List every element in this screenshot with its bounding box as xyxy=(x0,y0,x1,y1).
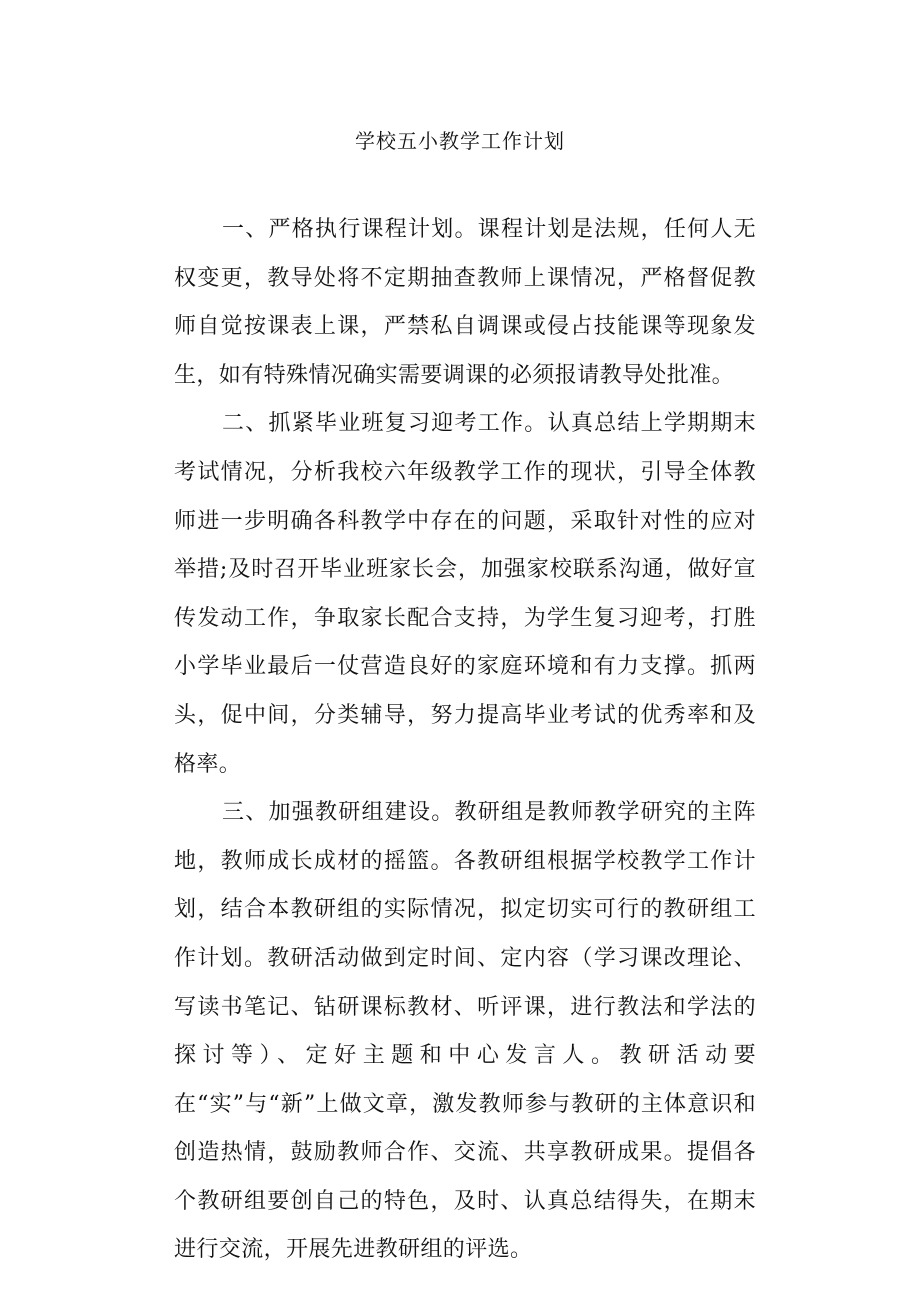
document-body xyxy=(174,206,756,1275)
paragraph-teaching-research: 三、加强教研组建设。教研组是教师教学研究的主阵地，教师成长成材的摇篮。各教研组根据学校教学工作计划，结合本教研组的实际情况，拟定切实可行的教研组工作计划。教研活动做到定时间、定内容（学习课改理论、写读书笔记、钻研课标教材、听评课，进行教法和学法的探讨等）、定好主题和中心发言人。教研活动要在“实”与“新”上做文章，激发教师参与教研的主体意识和创造热情，鼓励教师合作、交流、共享教研成果。提倡各个教研组要创自己的特色，及时、认真总结得失，在期末进行交流，开展先进教研组的评选。 xyxy=(174,800,756,1263)
paragraph-graduation-review: 二、抓紧毕业班复习迎考工作。认真总结上学期期末考试情况，分析我校六年级教学工作的现状，引导全体教师进一步明确各科教学中存在的问题，采取针对性的应对举措;及时召开毕业班家长会，加强家校联系沟通，做好宣传发动工作，争取家长配合支持，为学生复习迎考，打胜小学毕业最后一仗营造良好的家庭环境和有力支撑。抓两头，促中间，分类辅导，努力提高毕业考试的优秀率和及格率。 xyxy=(174,411,756,777)
paragraph-course-plan: 一、严格执行课程计划。课程计划是法规，任何人无权变更，教导处将不定期抽查教师上课情况，严格督促教师自觉按课表上课，严禁私自调课或侵占技能课等现象发生，如有特殊情况确实需要调课的必须报请教导处批准。 xyxy=(174,217,756,388)
document-title: 学校五小教学工作计划 xyxy=(355,129,565,153)
